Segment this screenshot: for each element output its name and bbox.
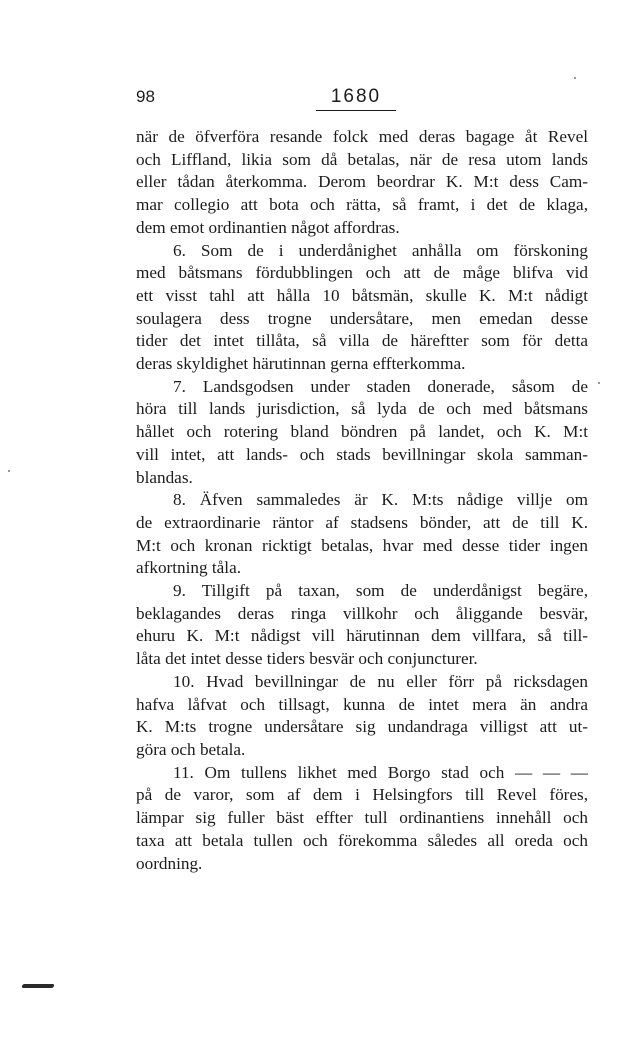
text-line: tider det intet tillåta, så villa de häreftter som för detta xyxy=(136,331,588,351)
text-line: afkortning tåla. xyxy=(136,558,241,578)
text-line: 9. Tillgift på taxan, som de underdånigst begäre, xyxy=(173,581,588,601)
text-line: hafva låfvat och tillsagt, kunna de intet mera än andra xyxy=(136,694,588,714)
text-line: deras skyldighet härutinnan gerna effterkomma. xyxy=(136,354,466,374)
text-line: soulagera dess trogne undersåtare, men emedan desse xyxy=(136,308,588,328)
text-line: oordning. xyxy=(136,853,203,873)
margin-mark xyxy=(21,984,54,988)
text-line: de extraordinarie räntor af stadsens bönder, att de till K. xyxy=(136,512,588,532)
text-line: taxa att betala tullen och förekomma således all oreda och xyxy=(136,830,588,850)
text-line: K. M:ts trogne undersåtare sig undandraga villigst att ut- xyxy=(136,717,588,737)
text-line: låta det intet desse tiders besvär och conjuncturer. xyxy=(136,649,478,669)
text-line: 7. Landsgodsen under staden donerade, såsom de xyxy=(173,376,588,396)
body-text xyxy=(136,126,588,875)
text-line: med båtsmans fördubblingen och att de måge blifva vid xyxy=(136,263,588,283)
text-line: beklagandes deras ringa villkohr och åliggande besvär, xyxy=(136,603,588,623)
text-line: M:t och kronan ricktigt betalas, hvar med desse tider ingen xyxy=(136,535,588,555)
text-line: ett visst tahl att hålla 10 båtsmän, skulle K. M:t nådigt xyxy=(136,285,588,305)
scan-speck xyxy=(598,382,600,384)
text-line: höra till lands jurisdiction, så lyda de och med båtsmans xyxy=(136,399,588,419)
text-line: 8. Äfven sammaledes är K. M:ts nådige villje om xyxy=(173,490,588,510)
text-line: göra och betala. xyxy=(136,739,246,759)
text-line: ehuru K. M:t nådigst vill härutinnan dem villfara, så till- xyxy=(136,626,588,646)
text-line: på de varor, som af dem i Helsingfors till Revel föres, xyxy=(136,785,588,805)
scan-speck xyxy=(8,470,10,472)
text-line: vill intet, att lands- och stads bevillningar skola samman- xyxy=(136,444,588,464)
text-line: när de öfverföra resande folck med deras bagage åt Revel xyxy=(136,127,588,146)
year-heading: 1680 xyxy=(316,86,396,111)
scan-speck xyxy=(574,77,576,79)
text-line: eller tådan återkomma. Derom beordrar K. M:t dess Cam- xyxy=(136,172,588,192)
text-line: 6. Som de i underdånighet anhålla om förskoning xyxy=(173,240,588,260)
text-line: 11. Om tullens likhet med Borgo stad och — — — xyxy=(173,762,588,782)
text-line: mar collegio att bota och rätta, så framt, i det de klaga, xyxy=(136,195,588,215)
text-line: blandas. xyxy=(136,467,193,487)
page-number: 98 xyxy=(136,87,155,106)
text-line: hållet och rotering bland böndren på landet, och K. M:t xyxy=(136,422,588,442)
text-line: dem emot ordinantien något affordras. xyxy=(136,217,400,237)
text-line: och Liffland, likia som då betalas, när de resa utom lands xyxy=(136,149,588,169)
text-line: 10. Hvad bevillningar de nu eller förr på ricksdagen xyxy=(173,671,588,691)
text-line: lämpar sig fuller bäst effter tull ordinantiens innehåll och xyxy=(136,808,588,828)
